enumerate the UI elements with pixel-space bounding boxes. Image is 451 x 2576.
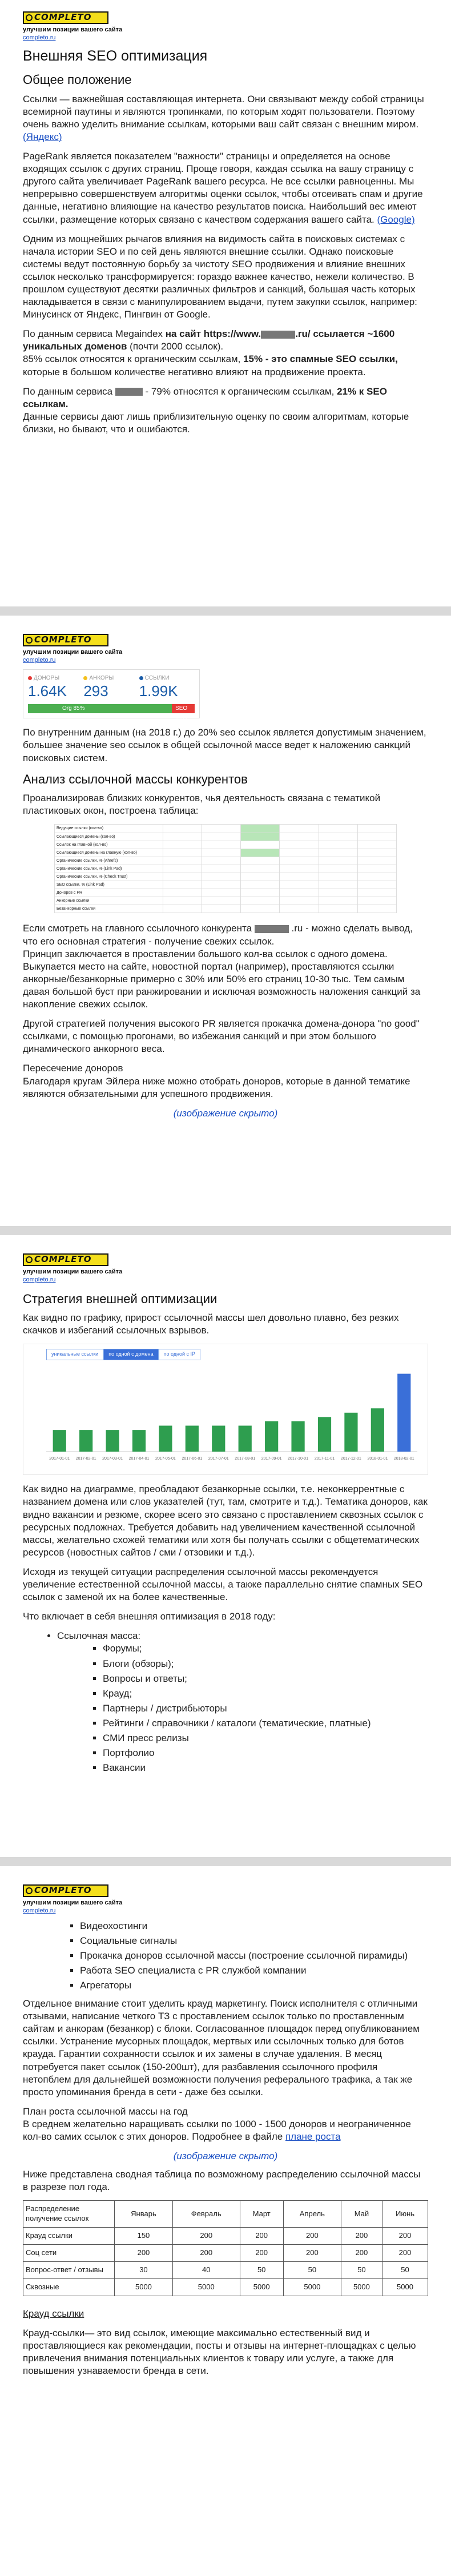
list-item: ▪ Социальные сигналы [80, 1935, 428, 1947]
table-header-cell: Июнь [382, 2201, 428, 2228]
blue-dot-icon [139, 676, 143, 680]
site-link[interactable]: completo.ru [23, 657, 56, 664]
chart-plot [23, 1360, 428, 1472]
links-growth-chart [23, 1344, 428, 1475]
table-header-cell: Май [341, 2201, 382, 2228]
donors-metric: ДОНОРЫ 1.64K [28, 674, 67, 700]
paragraph: Крауд-ссылки— это вид ссылок, имеющие максимально естественный вид и проставляющиеся как рекомендации, посты и отзывы на интернет-площадках с целью привлечения внимания потенциальных клиентов к товару или услуге, а также для повышения узнаваемости бренда в сети. [23, 2327, 416, 2377]
brand-header [23, 11, 428, 42]
chart-bar [132, 1430, 146, 1452]
page-divider [0, 1226, 451, 1235]
paragraph: Крауд ссылки [23, 2308, 84, 2319]
chart-tabs [46, 1349, 428, 1360]
logo-mark-icon [26, 1256, 33, 1263]
table-row: Вопрос-ответ / отзывы 30 40 50 50 50 50 [23, 2261, 428, 2278]
paragraph: Ссылки — важнейшая составляющая интернета. Они связывают между собой страницы всемирной паутины и являются тропинками, по которым ходят пользователи. Поэтому очень важно уделить внимание ссылкам, которыми ваш сайт связан с внешним миром. (Яндекс) [23, 93, 424, 142]
tab-per-domain[interactable]: по одной с домена [103, 1349, 158, 1360]
paragraph: Что включает в себя внешняя оптимизация в 2018 году: [23, 1611, 276, 1622]
x-tick-label: 2017-07-01 [208, 1457, 229, 1461]
chart-bar [53, 1430, 66, 1452]
chart-bar [291, 1421, 304, 1452]
logo-mark-icon [26, 14, 33, 21]
x-tick-label: 2017-09-01 [261, 1457, 282, 1461]
redacted-mask [261, 331, 295, 339]
x-tick-label: 2017-08-01 [235, 1457, 256, 1461]
list-item: ▪ Вакансии [103, 1762, 428, 1774]
links-metric: ССЫЛКИ 1.99K [139, 674, 178, 700]
list-item: ▪ Агрегаторы [80, 1979, 428, 1992]
chart-bar [344, 1413, 357, 1452]
site-link[interactable]: completo.ru [23, 1907, 56, 1915]
x-tick-label: 2017-10-01 [288, 1457, 308, 1461]
list-item: ▪ Работа SEO специалиста с PR службой компании [80, 1964, 428, 1977]
paragraph: Одним из мощнейших рычагов влияния на видимость сайта в поисковых системах с начала истории SEO и по сей день являются внешние ссылки. Однако поисковые системы ведут постоянную борьбу за чистоту SEO продвижения и влияние внешних ссылок несколько трансформируется: гораздо важнее качество, нежели количество. В прошлом существуют десятки различных фильтров и санкций, большая часть которых накладывается в связи с манипулированием выдачи, путем закупки ссылок, например: Минусинск от Яндекс, Пингвин от Google. [23, 233, 417, 320]
table-row: Органические ссылки, % (Link Pad) [55, 865, 397, 873]
table-row: Крауд ссылки 150 200 200 200 200 200 [23, 2228, 428, 2245]
list-item: ▪ Вопросы и ответы; [103, 1673, 428, 1685]
x-tick-label: 2017-03-01 [102, 1457, 123, 1461]
paragraph: Как видно на диаграмме, преобладают безанкорные ссылки, т.е. неконкеррентные с названием домена или слов указателей (тут, там, смотрите и т.д.). Тематика доноров, как видно вакансии и резюме, скорее всего это связано с проставлением сквозных ссылок с ресурсных подложнах. Требуется добавить над увеличением качественной ссылочной массы, желательно схожей тематики или хотя бы получать ссылки с общетематических ресурсов (новостных сайтов / сми / отзовики и т.д.). [23, 1484, 428, 1558]
competitors-table [54, 824, 397, 913]
paragraph: Как видно по графику, прирост ссылочной массы шел довольно плавно, без резких скачков и избеганий ссылочных взрывов. [23, 1312, 399, 1336]
page-title: Внешняя SEO оптимизация [23, 47, 208, 64]
hidden-image-note: (изображение скрыто) [173, 2151, 278, 2162]
list-item: ▪ СМИ пресс релизы [103, 1732, 428, 1745]
strategy-list-continued [80, 1920, 428, 1992]
tagline: улучшим позиции вашего сайта [23, 649, 123, 656]
site-link[interactable]: completo.ru [23, 34, 56, 42]
x-tick-label: 2018-02-01 [393, 1457, 414, 1461]
chart-bar [239, 1426, 252, 1452]
logo-mark-icon [26, 637, 33, 644]
paragraph: Проанализировав близких конкурентов, чья деятельность связана с тематикой пластиковых окон, построена таблица: [23, 793, 381, 817]
table-row: Органические ссылки, % (Ahrefs) [55, 857, 397, 865]
tagline: улучшим позиции вашего сайта [23, 1899, 123, 1906]
list-item: ▪ Крауд; [103, 1687, 428, 1700]
x-tick-label: 2018-01-01 [367, 1457, 388, 1461]
yellow-dot-icon [83, 676, 87, 680]
table-row: Анкорные ссылки [55, 897, 397, 905]
logo [23, 11, 108, 24]
logo [23, 1253, 108, 1266]
table-row: Ссылающиеся домены (кол-во) [55, 833, 397, 841]
list-item: ▪ Прокачка доноров ссылочной массы (построение ссылочной пирамиды) [80, 1950, 428, 1962]
table-row: Сквозные 5000 5000 5000 5000 5000 5000 [23, 2278, 428, 2296]
logo-mark-icon [26, 1887, 33, 1894]
list-item: ▪ Блоги (обзоры); [103, 1658, 428, 1670]
site-link[interactable]: completo.ru [23, 1276, 56, 1284]
x-tick-label: 2017-01-01 [49, 1457, 70, 1461]
table-row: Соц сети 200 200 200 200 200 200 [23, 2245, 428, 2262]
paragraph: По данным сервиса - 79% относятся к органическим ссылкам, 21% к SEO ссылкам. Данные сервисы дают лишь приблизительную оценку по своим алгоритмам, которые близки, но бывают, что и ошибаются. [23, 385, 409, 435]
tab-unique-links[interactable]: уникальные ссылки [46, 1349, 103, 1360]
tagline: улучшим позиции вашего сайта [23, 1268, 123, 1275]
logo-text: COMPLETO [34, 1254, 92, 1265]
distribution-table [23, 2200, 428, 2296]
paragraph: Пересечение доноров Благодаря кругам Эйлера нижe можно отобрать доноров, которые в данной тематике являются обязательными для успешного продвижения. [23, 1063, 410, 1099]
table-row: Ведущие ссылки (кол-во) [55, 825, 397, 833]
section-title: Общее положение [23, 73, 132, 87]
chart-bar [159, 1426, 172, 1452]
table-header-cell: Март [240, 2201, 283, 2228]
strategy-list [57, 1630, 428, 1774]
paragraph: PageRank является показателем "важности" страницы и определяется на основе входящих ссылок с других страниц. Проще говоря, каждая ссылка на вашу страницу с другого сайта увеличивает PageRank вашего ресурса. Не все ссылки равноценны. Мы непрерывно совершенствуем алгоритмы оценки ссылок, чтобы отсеивать спам и другие данные, негативно влияющие на качество результатов поиска. Наибольший вес имеют ссылки, размещение которых связано с качеством содержания вашего сайта. (Google) [23, 151, 423, 225]
chart-bar [79, 1430, 92, 1452]
tab-per-ip[interactable]: по одной с IP [159, 1349, 200, 1360]
paragraph: По данным сервиса Megaindex на сайт https://www. .ru/ ссылается ~1600 уникальных доменов (почти 2000 ссылок). 85% ссылок относятся к органическим ссылкам, 15% - это спамные SEO ссылки, которые в большом количестве негативно влияют на продвижение проекта. [23, 328, 398, 377]
table-row: Ссылающиеся домены на главную (кол-во) [55, 849, 397, 857]
paragraph: Отдельное внимание стоит уделить крауд маркетингу. Поиск исполнителя с отличными отзывами, написание четкого ТЗ с проставлением ссылок только по проставленным сайтам и анкорам (безанкор) с блоки. Согласованное площадок перед опубликованием ссылки. Устранение мусорных площадок, мертвых или ссылочных только для ботов крауда. Гарантии сохранности ссылок и их замены в случае удаления. В месяц потребуется пакет ссылок (150-200шт), для разбавления ссылочного профиля нетопблем для дальнейшей возможности получения реферального трафика, а так же просто упоминания бренда в сети - даже без ссылки. [23, 1998, 420, 2097]
chart-bar [186, 1426, 199, 1452]
growth-plan-link[interactable]: плане роста [285, 2131, 341, 2142]
paragraph: Ниже представлена сводная таблица по возможному распределению ссылочной массы в разрезе пол года. [23, 2169, 421, 2193]
logo [23, 634, 108, 646]
logo-text: COMPLETO [34, 1885, 92, 1896]
logo-text: COMPLETO [34, 634, 92, 645]
page-divider [0, 1857, 451, 1866]
table-row: Доноров с PR [55, 889, 397, 897]
x-tick-label: 2017-02-01 [75, 1457, 96, 1461]
table-row: Безанкорные ссылки [55, 905, 397, 913]
paragraph: Если смотреть на главного ссылочного конкурента .ru - можно сделать вывод, что его основная стратегия - получение свежих ссылок. Принцип заключается в проставлении большого кол-ва ссылок с одного домена. Выкупается место на сайте, новостной портал (например), проставляются ссылки анкорные/безанкорные примерно с 30% или 50% его страниц 10-30 тыс. Тем самым давая большой буст при ранжировании и исключая возможность наложения санкций за накопление свежих ссылок. [23, 923, 421, 1010]
chart-bar [106, 1430, 119, 1452]
x-tick-label: 2017-05-01 [155, 1457, 176, 1461]
paragraph: Исходя из текущей ситуации распределения ссылочной массы рекомендуется увеличение естественной ссылочной массы, а также параллельно снятие спамных SEO ссылок с заменой их на более качественные. [23, 1566, 423, 1603]
document-page-2 [23, 628, 428, 1222]
paragraph: По внутренним данным (на 2018 г.) до 20% seo ссылок является допустимым значением, большее значение seo ссылок в общей ссылочной массе ведет к наложению санкций поисковых систем. [23, 727, 426, 763]
section-title: Анализ ссылочной массы конкурентов [23, 771, 248, 786]
page-divider [0, 606, 451, 616]
table-row: SEO ссылки, % (Link Pad) [55, 881, 397, 889]
list-item: ▪ Рейтинги / справочники / каталоги (тематические, платные) [103, 1717, 428, 1730]
table-header-cell: Апрель [283, 2201, 341, 2228]
paragraph: Другой стратегией получения высокого PR является прокачка домена-донора "no good" ссылками, с помощью прогонами, во избежания санкций и при этом большого динамического анкорного веса. [23, 1018, 420, 1055]
table-header-cell: Январь [115, 2201, 173, 2228]
paragraph: План роста ссылочной массы на год В среднем желательно наращивать ссылки по 1000 - 1500 доноров и неограниченное кол-во самих ссылок с этих доноров. Подробнее в файле плане роста [23, 2105, 411, 2142]
redacted-mask [255, 925, 289, 933]
section-title: Стратегия внешней оптимизации [23, 1291, 218, 1306]
brand-header [23, 1253, 428, 1284]
brand-header [23, 1884, 428, 1915]
redacted-mask [115, 388, 143, 396]
list-item: ▪ Партнеры / дистрибьюторы [103, 1702, 428, 1715]
chart-bar [371, 1408, 384, 1452]
document-page-3 [23, 1248, 428, 1853]
list-item: ▪ Форумы; [103, 1642, 428, 1655]
list-item: ▪ Портфолио [103, 1747, 428, 1759]
hidden-image-note: (изображение скрыто) [173, 1107, 278, 1119]
chart-bar [397, 1374, 410, 1452]
x-tick-label: 2017-11-01 [314, 1457, 335, 1461]
chart-bar [265, 1421, 278, 1452]
links-metrics-widget [23, 669, 200, 719]
org-seo-bar [28, 704, 195, 721]
chart-bar [318, 1417, 331, 1452]
document-page-4 [23, 1879, 428, 2576]
brand-header [23, 634, 428, 665]
chart-bar [212, 1426, 225, 1452]
yandex-link[interactable]: (Яндекс) [23, 131, 62, 142]
x-tick-label: 2017-04-01 [128, 1457, 150, 1461]
table-row: Органические ссылки, % (Check Trust) [55, 873, 397, 881]
x-tick-label: 2017-12-01 [341, 1457, 361, 1461]
table-header-cell: Февраль [172, 2201, 240, 2228]
anchors-metric: АНКОРЫ 293 [83, 674, 114, 700]
org-segment: Org 85% [28, 704, 172, 713]
logo-text: COMPLETO [34, 12, 92, 23]
document-page-1 [23, 0, 428, 600]
list-item: ▪ Видеохостинги [80, 1920, 428, 1932]
logo [23, 1884, 108, 1897]
list-item: • Ссылочная масса: ▪ Форумы; ▪ Блоги (обзоры); ▪ Вопросы и ответы; ▪ Крауд; ▪ Партнеры / дистрибьюторы ▪ Рейтинги / справочники / каталоги (тематические, платные) ▪ СМИ пресс релизы ▪ Портфолио ▪ Вакансии [57, 1630, 428, 1774]
google-link[interactable]: (Google) [377, 214, 415, 225]
seo-segment: SEO 15% [172, 704, 195, 713]
tagline: улучшим позиции вашего сайта [23, 26, 123, 33]
table-header-cell: Распределение получение ссылок [23, 2201, 115, 2228]
x-tick-label: 2017-06-01 [182, 1457, 203, 1461]
table-row: Ссылок на главной (кол-во) [55, 841, 397, 849]
red-dot-icon [28, 676, 32, 680]
